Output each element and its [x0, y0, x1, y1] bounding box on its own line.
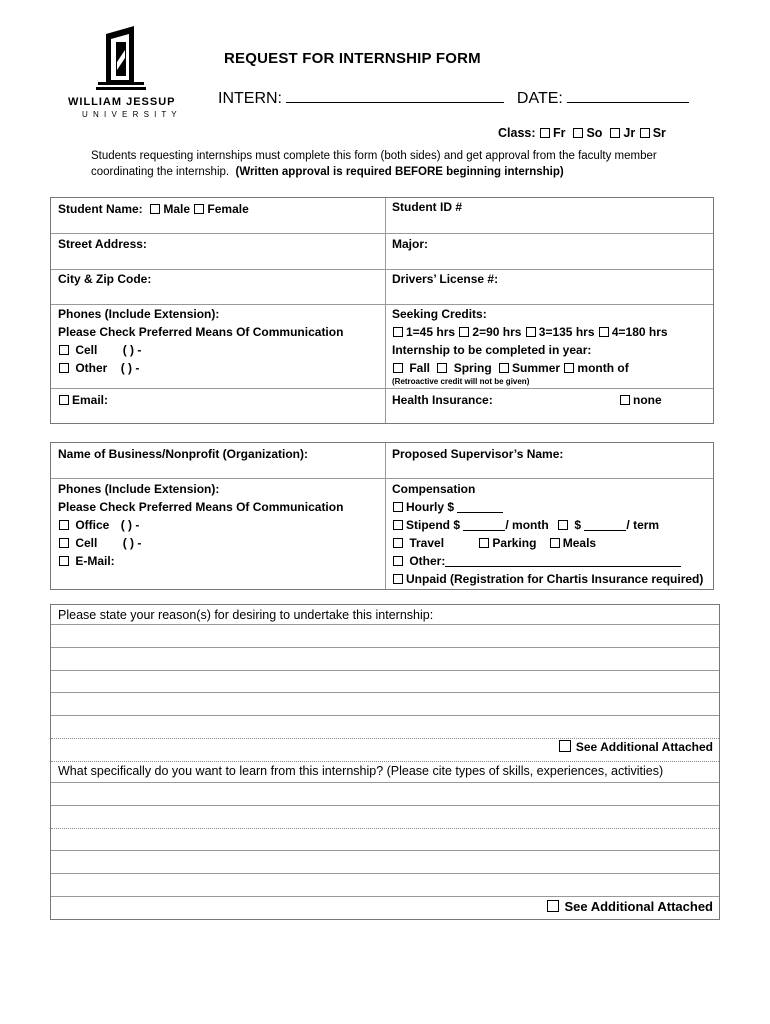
intro-text: Students requesting internships must complete this form (both sides) and get approval from the faculty member coordinating the internship.: [91, 150, 657, 178]
credit-3-label: 3=135 hrs: [538, 325, 595, 339]
meals-label: Meals: [562, 536, 597, 550]
travel-label: Travel: [409, 536, 445, 550]
see-attached-2-label: See Additional Attached: [564, 899, 713, 914]
organization-table: [50, 442, 714, 590]
university-logo: [64, 22, 184, 122]
parking-label: Parking: [492, 536, 537, 550]
street-address-cell[interactable]: Street Address:: [58, 237, 147, 251]
reasons-table: [50, 604, 720, 920]
completion-year-label: Internship to be completed in year:: [392, 343, 592, 357]
class-fr-label: Fr: [553, 126, 566, 140]
student-cell-row[interactable]: [58, 341, 343, 359]
reason-line-3: [51, 670, 719, 671]
hourly-field[interactable]: [457, 500, 503, 513]
see-attached-1[interactable]: [559, 738, 713, 756]
org-email-label: E-Mail:: [75, 554, 115, 568]
insurance-none-option[interactable]: [619, 391, 662, 409]
supervisor-name-cell[interactable]: Proposed Supervisor’s Name:: [392, 447, 564, 461]
org-phones-label: Phones (Include Extension):: [58, 482, 220, 496]
logo-emblem-icon: [64, 22, 184, 92]
unpaid-label: Unpaid (Registration for Chartis Insurance required): [406, 572, 704, 586]
org-email-row[interactable]: [58, 552, 343, 570]
stipend-label: Stipend $: [406, 518, 461, 532]
compensation-cell: [392, 480, 703, 588]
class-selector: [498, 126, 666, 140]
intro-paragraph: [91, 148, 691, 180]
seeking-credits-cell: [392, 305, 668, 387]
intern-date-line: [218, 87, 689, 108]
learn-line-2: [51, 805, 719, 806]
logo-university: U N I V E R S I T Y: [82, 110, 179, 119]
date-label: DATE:: [516, 90, 563, 107]
student-other-label: Other: [75, 361, 108, 375]
month-checkbox[interactable]: [564, 363, 574, 373]
student-pref-label: Please Check Preferred Means Of Communication: [58, 325, 344, 339]
reason-line-1: [51, 624, 719, 625]
form-title: REQUEST FOR INTERNSHIP FORM: [224, 50, 481, 67]
class-fr-checkbox[interactable]: [540, 128, 550, 138]
per-month-label: / month: [505, 518, 549, 532]
learn-question: What specifically do you want to learn from this internship? (Please cite types of skills, experiences, activities): [58, 764, 664, 778]
seeking-credits-label: Seeking Credits:: [392, 307, 487, 321]
credit-1-label: 1=45 hrs: [406, 325, 456, 339]
student-phones-label: Phones (Include Extension):: [58, 307, 220, 321]
unpaid-checkbox[interactable]: [393, 574, 403, 584]
student-cell-checkbox[interactable]: [59, 345, 69, 355]
student-id-cell[interactable]: Student ID #: [392, 200, 463, 214]
org-cell-label: Cell: [75, 536, 98, 550]
stipend-term-field[interactable]: [584, 518, 626, 531]
compensation-label: Compensation: [392, 482, 476, 496]
parking-checkbox[interactable]: [479, 538, 489, 548]
reason-line-5: [51, 715, 719, 716]
fall-checkbox[interactable]: [393, 363, 403, 373]
other-comp-field[interactable]: [445, 554, 681, 567]
class-so-checkbox[interactable]: [573, 128, 583, 138]
org-cell-row[interactable]: [58, 534, 343, 552]
health-insurance-cell[interactable]: Health Insurance:: [392, 393, 493, 407]
org-office-row[interactable]: [58, 516, 343, 534]
email-cell[interactable]: [58, 391, 108, 409]
female-label: Female: [207, 202, 249, 216]
fall-label: Fall: [409, 361, 431, 375]
other-comp-checkbox[interactable]: [393, 556, 403, 566]
class-so-label: So: [586, 126, 603, 140]
student-other-checkbox[interactable]: [59, 363, 69, 373]
student-phones-cell: [58, 305, 343, 377]
logo-name: WILLIAM JESSUP: [68, 96, 176, 108]
student-other-paren: ( ) -: [120, 361, 140, 375]
class-sr-checkbox[interactable]: [640, 128, 650, 138]
credit-4-checkbox[interactable]: [599, 327, 609, 337]
org-email-checkbox[interactable]: [59, 556, 69, 566]
student-cell-label: Cell: [75, 343, 98, 357]
meals-checkbox[interactable]: [550, 538, 560, 548]
credit-3-checkbox[interactable]: [526, 327, 536, 337]
class-jr-checkbox[interactable]: [610, 128, 620, 138]
per-term-label: / term: [626, 518, 660, 532]
intro-emphasis: (Written approval is required BEFORE beginning internship): [235, 166, 564, 178]
reason-line-4: [51, 692, 719, 693]
intern-field[interactable]: [286, 87, 504, 103]
credit-1-checkbox[interactable]: [393, 327, 403, 337]
insurance-none-checkbox[interactable]: [620, 395, 630, 405]
hourly-label: Hourly $: [406, 500, 455, 514]
org-pref-label: Please Check Preferred Means Of Communication: [58, 500, 344, 514]
summer-checkbox[interactable]: [499, 363, 509, 373]
drivers-license-cell[interactable]: Drivers’ License #:: [392, 272, 499, 286]
month-label: month of: [577, 361, 629, 375]
student-other-row[interactable]: [58, 359, 343, 377]
reason-line-2: [51, 647, 719, 648]
intern-label: INTERN:: [218, 90, 282, 107]
credit-2-label: 2=90 hrs: [472, 325, 522, 339]
credit-4-label: 4=180 hrs: [611, 325, 668, 339]
hourly-checkbox[interactable]: [393, 502, 403, 512]
male-checkbox[interactable]: [150, 204, 160, 214]
learn-line-3: [51, 850, 719, 851]
org-cell-paren: ( ) -: [122, 536, 142, 550]
city-zip-cell[interactable]: City & Zip Code:: [58, 272, 152, 286]
reason-question: Please state your reason(s) for desiring to undertake this internship:: [58, 608, 434, 622]
learn-line-5: [51, 896, 719, 897]
office-label: Office: [75, 518, 110, 532]
learn-line-4: [51, 873, 719, 874]
class-jr-label: Jr: [623, 126, 636, 140]
spring-label: Spring: [453, 361, 492, 375]
see-attached-2[interactable]: [547, 898, 713, 916]
email-checkbox[interactable]: [59, 395, 69, 405]
office-checkbox[interactable]: [59, 520, 69, 530]
credit-2-checkbox[interactable]: [459, 327, 469, 337]
class-sr-label: Sr: [652, 126, 666, 140]
female-checkbox[interactable]: [194, 204, 204, 214]
class-label: Class:: [498, 126, 536, 140]
student-info-table: [50, 197, 714, 424]
email-label: Email:: [72, 393, 109, 407]
business-name-cell[interactable]: Name of Business/Nonprofit (Organization):: [58, 447, 309, 461]
see-attached-1-label: See Additional Attached: [575, 740, 713, 754]
stipend-checkbox[interactable]: [393, 520, 403, 530]
student-cell-paren: ( ) -: [122, 343, 142, 357]
major-cell[interactable]: Major:: [392, 237, 428, 251]
other-comp-label: Other:: [409, 554, 446, 568]
org-phones-cell: [58, 480, 343, 570]
stipend-month-field[interactable]: [463, 518, 505, 531]
see-attached-1-checkbox[interactable]: [559, 740, 571, 752]
org-cell-checkbox[interactable]: [59, 538, 69, 548]
travel-checkbox[interactable]: [393, 538, 403, 548]
term-dollar-label: $: [574, 518, 582, 532]
see-attached-2-checkbox[interactable]: [547, 900, 559, 912]
retroactive-note: (Retroactive credit will not be given): [392, 377, 530, 386]
insurance-none-label: none: [633, 393, 662, 407]
summer-label: Summer: [512, 361, 561, 375]
student-name-label: Student Name:: [58, 202, 143, 216]
learn-line-1: [51, 782, 719, 783]
date-field[interactable]: [567, 87, 689, 103]
office-paren: ( ) -: [120, 518, 140, 532]
male-label: Male: [163, 202, 191, 216]
student-name-cell[interactable]: [58, 200, 249, 218]
per-term-checkbox[interactable]: [558, 520, 568, 530]
spring-checkbox[interactable]: [437, 363, 447, 373]
